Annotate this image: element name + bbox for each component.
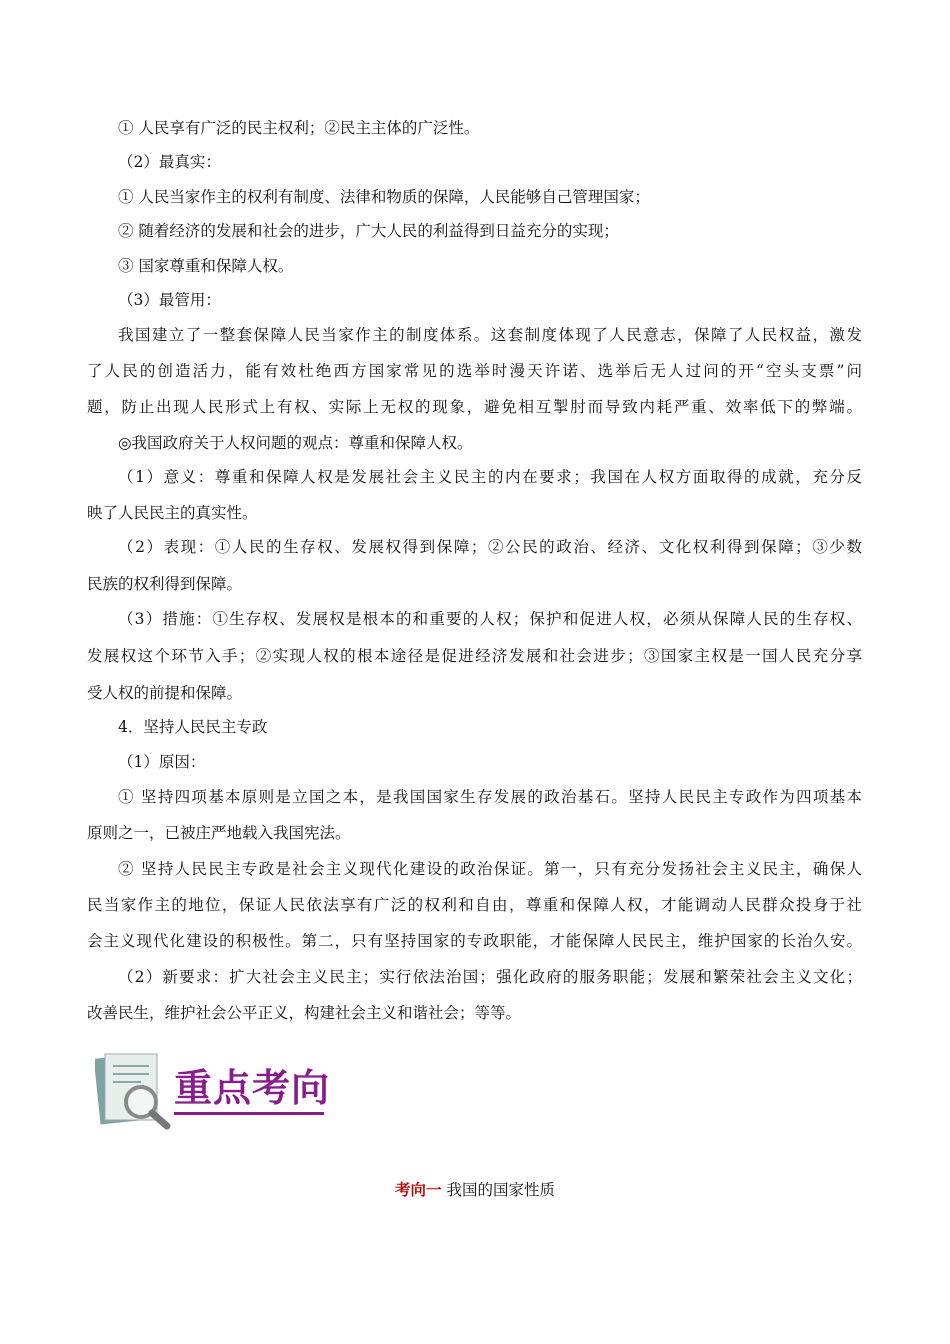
section-heading [0,1180,950,1200]
paragraph-line: ③ 国家尊重和保障人权。 [118,257,294,275]
paragraph-line: ◎我国政府关于人权问题的观点：尊重和保障人权。 [118,434,473,452]
paragraph-line: ① 人民当家作主的权利有制度、法律和物质的保障，人民能够自己管理国家； [118,188,650,206]
heading-line: 4．坚持人民民主专政 [118,718,268,736]
paragraph-line: 改善民生，维护社会公平正义，构建社会主义和谐社会；等等。 [87,1004,522,1022]
paragraph-line: （3）最管用： [118,291,221,309]
paragraph-line: 映了人民民主的真实性。 [87,504,258,522]
paragraph-line: （2）新要求：扩大社会主义民主；实行依法治国；强化政府的服务职能；发展和繁荣社会主义文化； [118,968,862,986]
paragraph-line: 受人权的前提和保障。 [87,684,243,702]
paragraph-line: ② 随着经济的发展和社会的进步，广大人民的利益得到日益充分的实现； [118,222,619,240]
paragraph-line: （1）原因： [118,753,206,771]
paragraph-line: （3）措施：①生存权、发展权是根本的和重要的人权；保护和促进人权，必须从保障人民的生存权、 [118,610,862,628]
section-title: 我国的国家性质 [446,1181,555,1199]
paragraph-line: （2）表现：①人民的生存权、发展权得到保障；②公民的政治、经济、文化权利得到保障；③少数 [118,538,862,556]
paragraph-line: 我国建立了一整套保障人民当家作主的制度体系。这套制度体现了人民意志，保障了人民权益，激发 [118,326,862,344]
magnifier-document-icon [95,1050,185,1130]
paragraph-line: （1）意义：尊重和保障人权是发展社会主义民主的内在要求；我国在人权方面取得的成就，充分反 [118,468,862,486]
paragraph-line: 发展权这个环节入手；②实现人权的根本途径是促进经济发展和社会进步；③国家主权是一国人民充分享 [87,647,862,665]
paragraph-line: 题，防止出现人民形式上有权、实际上无权的现象，避免相互掣肘而导致内耗严重、效率低下的弊端。 [87,398,862,416]
banner-title: 重点考向 [174,1066,331,1110]
banner-underline [174,1112,324,1115]
section-tag: 考向一 [395,1180,442,1199]
paragraph-line: ② 坚持人民民主专政是社会主义现代化建设的政治保证。第一，只有充分发扬社会主义民主，确保人 [118,860,862,878]
paragraph-line: 会主义现代化建设的积极性。第二，只有坚持国家的专政职能，才能保障人民民主，维护国家的长治久安。 [87,932,862,950]
paragraph-line: 民当家作主的地位，保证人民依法享有广泛的权利和自由，尊重和保障人权，才能调动人民群众投身于社 [87,896,862,914]
paragraph-line: ① 人民享有广泛的民主权利；②民主主体的广泛性。 [118,119,480,137]
paragraph-line: 原则之一，已被庄严地载入我国宪法。 [87,824,351,842]
paragraph-line: 了人民的创造活力，能有效杜绝西方国家常见的选举时漫天许诺、选举后无人过问的开“空头支票”问 [87,362,862,380]
paragraph-line: ① 坚持四项基本原则是立国之本，是我国国家生存发展的政治基石。坚持人民民主专政作为四项基本 [118,788,862,806]
paragraph-line: 民族的权利得到保障。 [87,575,243,593]
paragraph-line: （2）最真实： [118,153,221,171]
